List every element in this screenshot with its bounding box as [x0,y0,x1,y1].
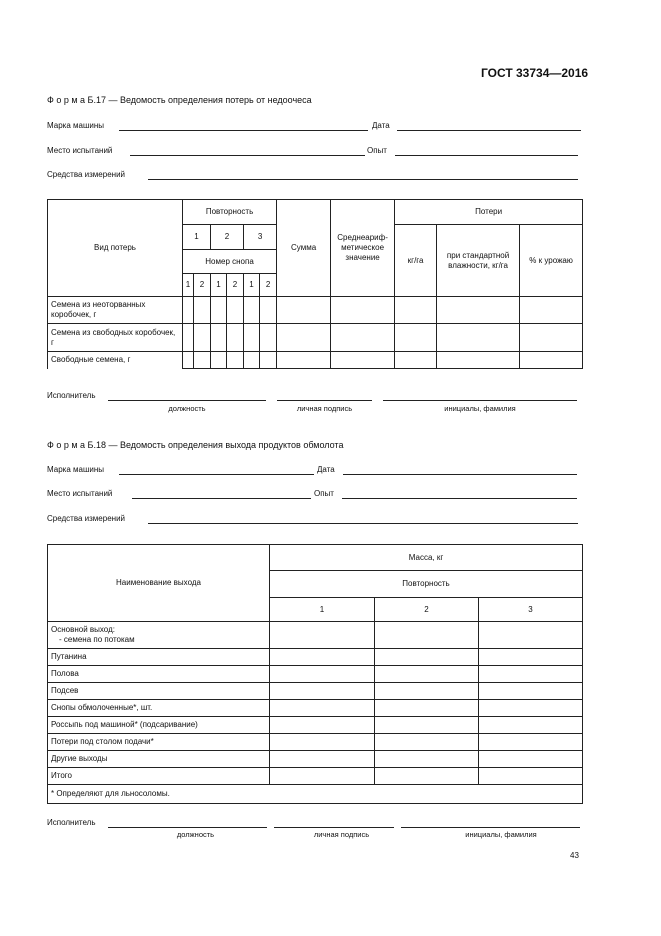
cell[interactable] [375,700,479,717]
form17-date-line[interactable] [397,130,581,131]
form17-header-sheaf: Номер снопа [183,250,277,274]
cell[interactable] [244,324,260,352]
form18-position-caption: должность [176,830,215,839]
cell[interactable] [183,352,194,369]
cell[interactable] [520,297,583,324]
form18-machine-label: Марка машины [47,465,105,474]
cell[interactable] [260,324,277,352]
cell[interactable] [270,700,375,717]
form18-name-caption: инициалы, фамилия [465,830,537,839]
cell[interactable] [479,717,583,734]
cell[interactable] [437,324,520,352]
table-row [48,666,583,683]
cell[interactable] [194,297,211,324]
form18-repeat-3: 3 [479,598,583,622]
form17-title: Ф о р м а Б.17 — Ведомость определения потерь от недоочеса [47,95,312,105]
form18-repeat-2: 2 [375,598,479,622]
form17-performer-label: Исполнитель [47,391,96,400]
cell[interactable] [227,297,244,324]
form17-instruments-label: Средства измерений [47,170,126,179]
cell[interactable] [260,297,277,324]
table-row [48,734,583,751]
form17-sheaf-2: 2 [194,274,211,297]
table-row [48,683,583,700]
form18-header-repeat: Повторность [270,571,583,598]
cell[interactable] [375,666,479,683]
cell[interactable] [270,768,375,785]
cell[interactable] [211,297,227,324]
form18-row-label: Потери под столом подачи* [48,734,270,751]
form17-repeat-1: 1 [183,225,211,250]
cell[interactable] [227,324,244,352]
cell[interactable] [520,352,583,369]
cell[interactable] [277,352,331,369]
cell[interactable] [260,352,277,369]
cell[interactable] [437,352,520,369]
cell[interactable] [244,352,260,369]
cell[interactable] [270,734,375,751]
form18-row-label: Россыпь под машиной* (подсаривание) [48,717,270,734]
form18-title: Ф о р м а Б.18 — Ведомость определения выхода продуктов обмолота [47,440,344,450]
form17-name-caption: инициалы, фамилия [444,404,516,413]
form17-experiment-label: Опыт [367,146,387,155]
form18-experiment-label: Опыт [314,489,334,498]
cell[interactable] [270,751,375,768]
form18-date-label: Дата [317,465,335,474]
form17-header-kind: Вид потерь [48,200,183,297]
form17-sheaf-3: 1 [211,274,227,297]
form17-row-label: Семена из свободных коробочек, г [48,324,183,352]
cell[interactable] [395,297,437,324]
cell[interactable] [244,297,260,324]
cell[interactable] [183,324,194,352]
form17-name-line[interactable] [383,400,577,401]
form18-position-line[interactable] [108,827,267,828]
form17-header-losses: Потери [395,200,583,225]
form17-sheaf-6: 2 [260,274,277,297]
form18-place-label: Место испытаний [47,489,113,498]
form17-row-label: Семена из неоторванных коробочек, г [48,297,183,324]
cell[interactable] [270,622,375,649]
form18-row-main-output [48,622,270,649]
cell[interactable] [277,297,331,324]
table-row [48,700,583,717]
form17-place-label: Место испытаний [47,146,113,155]
table-row [48,649,583,666]
form18-row-label: Полова [48,666,270,683]
table-row [48,785,583,804]
cell[interactable] [270,666,375,683]
cell[interactable] [194,352,211,369]
form18-row-label: Путанина [48,649,270,666]
form17-header-repeat: Повторность [183,200,277,225]
form17-signature-line[interactable] [277,400,372,401]
table-row [48,717,583,734]
cell[interactable] [194,324,211,352]
cell[interactable] [479,622,583,649]
document-code: ГОСТ 33734—2016 [481,66,589,80]
cell[interactable] [479,768,583,785]
cell[interactable] [183,297,194,324]
cell[interactable] [375,683,479,700]
cell[interactable] [331,324,395,352]
form17-header-mean: Среднеариф-метическое значение [331,200,395,297]
form18-experiment-line[interactable] [342,498,577,499]
table-row [48,751,583,768]
form17-sheaf-4: 2 [227,274,244,297]
form18-footnote: * Определяют для льносоломы. [48,785,583,804]
cell[interactable] [270,649,375,666]
form18-repeat-1: 1 [270,598,375,622]
form17-date-label: Дата [372,121,390,130]
cell[interactable] [520,324,583,352]
form18-row-main-line2: - семена по потокам [59,635,135,644]
form17-header-kgha: кг/га [395,225,437,297]
form17-repeat-2: 2 [211,225,244,250]
form17-signature-caption: личная подпись [296,404,353,413]
form17-header-pct: % к урожаю [520,225,583,297]
table-row [48,352,583,369]
form17-header-sum: Сумма [277,200,331,297]
cell[interactable] [375,717,479,734]
cell[interactable] [479,683,583,700]
cell[interactable] [479,734,583,751]
cell[interactable] [211,352,227,369]
cell[interactable] [479,666,583,683]
cell[interactable] [395,324,437,352]
cell[interactable] [270,683,375,700]
cell[interactable] [479,700,583,717]
form17-machine-line[interactable] [119,130,368,131]
form18-instruments-line[interactable] [148,523,578,524]
form17-row-label: Свободные семена, г [48,352,183,369]
form17-table [47,199,583,369]
form17-machine-label: Марка машины [47,121,105,130]
table-row [48,768,583,785]
table-row [48,324,583,352]
form18-row-label: Снопы обмолоченные*, шт. [48,700,270,717]
form17-sheaf-1: 1 [183,274,194,297]
cell[interactable] [375,751,479,768]
cell[interactable] [277,324,331,352]
form18-row-label: Подсев [48,683,270,700]
form18-header-mass: Масса, кг [270,545,583,571]
form18-signature-line[interactable] [274,827,394,828]
form17-position-line[interactable] [108,400,266,401]
form18-header-name: Наименование выхода [48,545,270,622]
cell[interactable] [437,297,520,324]
form18-table [47,544,583,804]
form18-machine-line[interactable] [119,474,314,475]
form18-name-line[interactable] [401,827,580,828]
form18-place-line[interactable] [132,498,311,499]
form18-row-main-line1: Основной выход: [51,625,115,634]
cell[interactable] [270,717,375,734]
form17-header-std: при стандартной влажности, кг/га [437,225,520,297]
cell[interactable] [211,324,227,352]
form18-signature-caption: личная подпись [313,830,370,839]
cell[interactable] [479,751,583,768]
cell[interactable] [375,768,479,785]
form18-instruments-label: Средства измерений [47,514,126,523]
form18-performer-label: Исполнитель [47,818,96,827]
cell[interactable] [331,297,395,324]
cell[interactable] [375,622,479,649]
cell[interactable] [395,352,437,369]
form17-repeat-3: 3 [244,225,277,250]
cell[interactable] [331,352,395,369]
form17-instruments-line[interactable] [148,179,578,180]
form18-row-label: Другие выходы [48,751,270,768]
table-row [48,622,583,649]
cell[interactable] [375,649,479,666]
cell[interactable] [227,352,244,369]
form17-experiment-line[interactable] [395,155,578,156]
form17-place-line[interactable] [130,155,365,156]
form17-position-caption: должность [168,404,206,413]
form18-row-label: Итого [48,768,270,785]
form18-date-line[interactable] [343,474,577,475]
page-number: 43 [570,851,579,860]
table-row [48,297,583,324]
cell[interactable] [375,734,479,751]
form17-sheaf-5: 1 [244,274,260,297]
cell[interactable] [479,649,583,666]
